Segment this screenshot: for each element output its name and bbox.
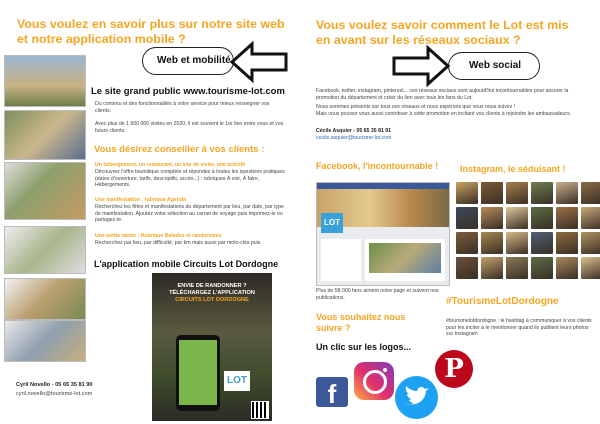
- website-screenshot-1: [4, 55, 86, 107]
- instagram-photo: [531, 207, 553, 229]
- instagram-photo: [531, 232, 553, 254]
- app-heading: L'application mobile Circuits Lot Dordogne: [94, 259, 279, 269]
- instagram-photo: [531, 257, 553, 279]
- site-heading: Le site grand public www.tourisme-lot.com: [91, 86, 285, 97]
- bubble-label: Web social: [469, 60, 522, 71]
- instagram-photo: [531, 182, 553, 204]
- hashtag-text: #tourismelotdordogne : le hashtag à communiquer à vos clients pour les inciter à le mentionner quand ils publient leurs photos sur Instagram: [446, 318, 592, 338]
- item3-text: Recherchez par lieu, par difficulté, par km mais aussi par moto-clés puis: [95, 240, 261, 246]
- phone-mockup: [176, 335, 220, 411]
- instagram-icon[interactable]: [354, 362, 394, 400]
- instagram-photo: [581, 257, 600, 279]
- right-contact-name: Cécile Asquier - 05 65 35 81 91: [316, 128, 392, 134]
- website-screenshot-6: [4, 320, 86, 362]
- app-poster-line2: TÉLÉCHARGEZ L'APPLICATION: [169, 290, 255, 296]
- advise-heading: Vous désirez conseiller à vos clients :: [94, 144, 265, 155]
- instagram-photo: [456, 182, 478, 204]
- instagram-photo: [506, 182, 528, 204]
- web-mobilite-bubble: [142, 47, 234, 75]
- left-contact-name: Cyril Novello - 05 65 35 81 90: [16, 382, 93, 388]
- item3-title: Une petite rando : Rubrique Balades et randonnées: [95, 233, 222, 239]
- website-screenshot-2: [4, 110, 86, 160]
- intro-text: Du contenu et des fonctionnalités à votre service pour mieux renseigner vos clients.: [95, 101, 270, 114]
- hashtag: #TourismeLotDordogne: [446, 296, 559, 307]
- instagram-photo: [581, 207, 600, 229]
- visitors-text: Avec plus de 1 500 000 visites en 2020, il est souvent le 1er lien entre vous et vos futurs clients.: [95, 121, 284, 134]
- app-poster-line3: CIRCUITS LOT DORDOGNE: [175, 297, 249, 303]
- right-page: [300, 0, 600, 424]
- pinterest-icon[interactable]: P: [435, 350, 473, 388]
- item1-text: Découvrez l'offre touristique complète et répondez à toutes les questions pratiques (dates d'ouverture, tarifs, descriptifs, accès...) : rubriques À voir, À faire, Hébergements.: [95, 169, 285, 189]
- instagram-photo: [581, 232, 600, 254]
- lot-logo: LOT: [224, 371, 250, 391]
- instagram-heading: Instagram, le séduisant !: [460, 164, 566, 174]
- item2-text: Recherchez les fêtes et manifestations du département par lieu, par date, par type de manifestation. Ajoutez votre sélection au carnet de voyage puis imprimez-le ou partagez-le.: [95, 204, 284, 224]
- logos-heading: Un clic sur les logos...: [316, 342, 412, 352]
- social-p1: Facebook, twitter, instagram, pinterest... ces réseaux sociaux sont aujourd'hui incontournables pour assurer la promotion du département et créer du lien avec tous les fans du Lot.: [316, 88, 569, 101]
- facebook-heading: Facebook, l'incontournable !: [316, 161, 439, 171]
- instagram-photo: [556, 257, 578, 279]
- left-contact-email[interactable]: cyril.novello@tourisme-lot.com: [16, 391, 93, 397]
- right-arrow-icon: [390, 44, 452, 88]
- twitter-icon[interactable]: [395, 376, 438, 419]
- website-screenshot-4: [4, 226, 86, 274]
- instagram-photo: [481, 182, 503, 204]
- app-poster-line1: ENVIE DE RANDONNER ?: [177, 283, 247, 289]
- bubble-label: Web et mobilité: [157, 55, 231, 66]
- instagram-photo: [556, 207, 578, 229]
- qr-code-icon: [251, 401, 269, 419]
- follow-heading: Vous souhaitez nous suivre ?: [316, 312, 406, 333]
- facebook-page-screenshot: [316, 182, 450, 286]
- instagram-photo: [456, 232, 478, 254]
- instagram-photo: [581, 182, 600, 204]
- instagram-photo: [481, 207, 503, 229]
- instagram-photo: [556, 182, 578, 204]
- app-poster: [152, 273, 272, 421]
- right-title: Vous voulez savoir comment le Lot est mis en avant sur les réseaux sociaux ?: [316, 18, 569, 47]
- facebook-caption: Plus de 58 000 fans aiment notre page et suivent nos publications.: [316, 288, 439, 301]
- instagram-photo: [456, 207, 478, 229]
- instagram-photo: [506, 257, 528, 279]
- item1-title: Un hébergement, un restaurant, un site de visite, une activité: [95, 162, 246, 168]
- instagram-photo: [506, 207, 528, 229]
- left-title: Vous voulez en savoir plus sur notre site web et notre application mobile ?: [17, 17, 285, 46]
- instagram-photo: [481, 257, 503, 279]
- instagram-photo: [481, 232, 503, 254]
- social-p3: Mais vous pouvez vous aussi contribuer à cette promotion en incitant vos clients à rejoindre les ambassadeurs.: [316, 111, 572, 117]
- facebook-icon[interactable]: f: [316, 377, 348, 407]
- left-arrow-icon: [228, 40, 290, 84]
- right-contact-email[interactable]: cecile.asquier@tourisme-lot.com: [316, 135, 392, 141]
- item2-title: Une manifestation : rubrique Agenda: [95, 197, 186, 203]
- facebook-page-logo: LOT: [321, 213, 343, 233]
- website-screenshot-5: [4, 278, 86, 320]
- instagram-photo: [456, 257, 478, 279]
- social-p2: Nous sommes présents sur tous ces réseaux et nous espérons que vous nous suivez !: [316, 104, 516, 110]
- instagram-photo: [556, 232, 578, 254]
- web-social-bubble: [448, 52, 540, 80]
- instagram-photo-grid: [456, 182, 600, 279]
- website-screenshot-3: [4, 162, 86, 220]
- instagram-photo: [506, 232, 528, 254]
